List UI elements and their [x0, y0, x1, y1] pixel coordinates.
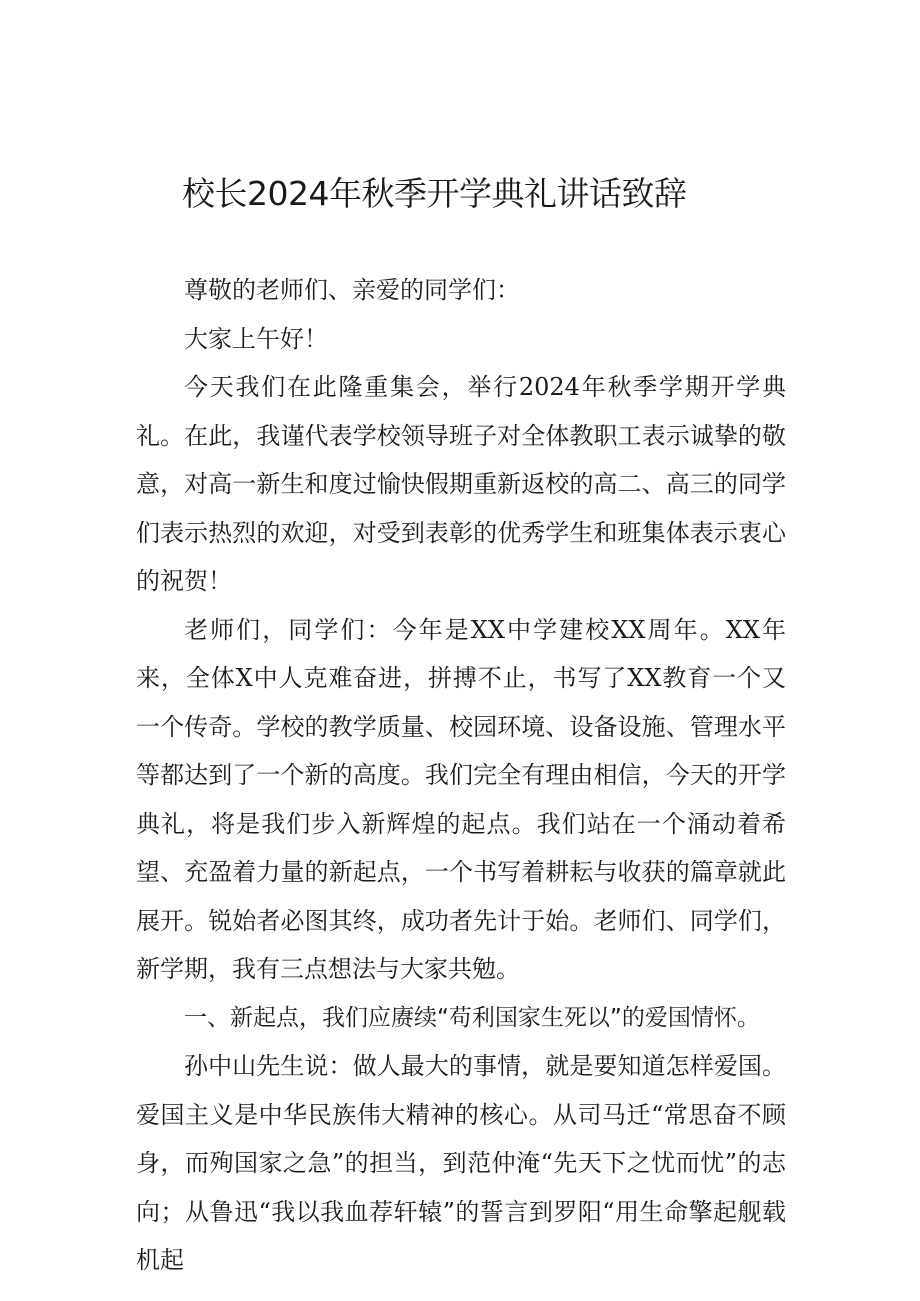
body-paragraph: 老师们，同学们：今年是XX中学建校XX周年。XX年来，全体X中人克难奋进，拼搏不止，书写了XX教育一个又一个传奇。学校的教学质量、校园环境、设备设施、管理水平等都达到了一个新的高度。我们完全有理由相信，今天的开学典礼，将是我们步入新辉煌的起点。我们站在一个涌动着希望、充盈着力量的新起点，一个书写着耕耘与收获的篇章就此展开。锐始者必图其终，成功者先计于始。老师们、同学们，新学期，我有三点想法与大家共勉。 [136, 615, 786, 983]
section-paragraph: 孙中山先生说：做人最大的事情，就是要知道怎样爱国。爱国主义是中华民族伟大精神的核心。从司马迁“常思奋不顾身，而殉国家之急”的担当，到范仲淹“先天下之忧而忧”的志向；从鲁迅“我以我血荐轩辕”的誓言到罗阳“用生命擎起舰载机起 [136, 1052, 786, 1274]
body-paragraph: 今天我们在此隆重集会，举行2024年秋季学期开学典礼。在此，我谨代表学校领导班子对全体教职工表示诚挚的敬意，对高一新生和度过愉快假期重新返校的高二、高三的同学们表示热烈的欢迎，对受到表彰的优秀学生和班集体表示衷心的祝贺！ [136, 373, 786, 595]
section-heading: 一、新起点，我们应赓续“苟利国家生死以”的爱国情怀。 [184, 1004, 760, 1031]
greeting-line: 尊敬的老师们、亲爱的同学们： [184, 276, 520, 304]
document-body [136, 266, 786, 1285]
document-title: 校长2024年秋季开学典礼讲话致辞 [182, 174, 687, 213]
salutation-line: 大家上午好！ [184, 324, 328, 353]
